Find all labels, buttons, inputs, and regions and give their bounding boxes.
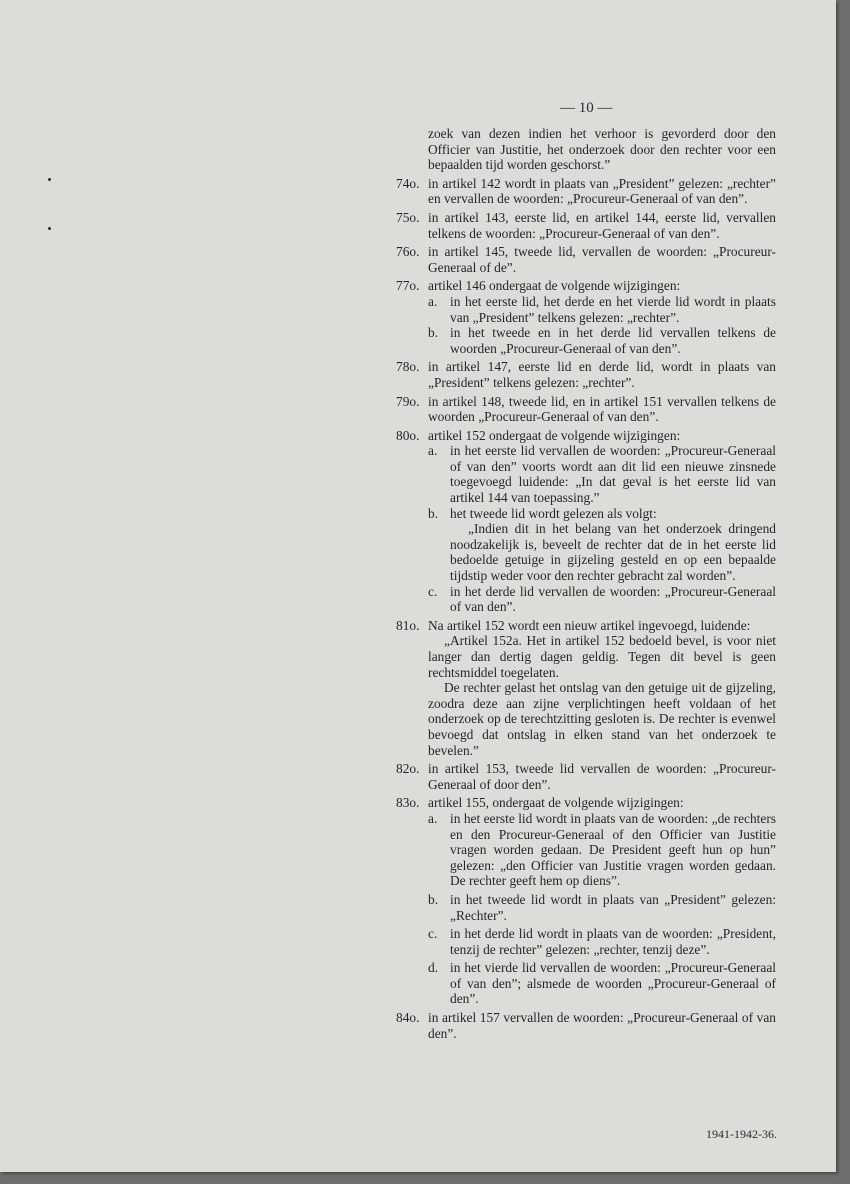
sub-item-b xyxy=(428,506,776,584)
quoted-text: „Indien dit in het belang van het onderzoek dringend noodzakelijk is, beveelt de rechter dat de in het eerste lid bedoelde getuige in gijzeling gesteld en op een bepaalde tijdstip weder voor den rechter gebracht zal worden”. xyxy=(450,521,776,584)
sub-item-letter: a. xyxy=(428,293,438,309)
paragraph-text: in artikel 145, tweede lid, vervallen de woorden: „Procureur-Generaal of de”. xyxy=(428,244,776,275)
document-reference: 1941-1942-36. xyxy=(706,1127,777,1141)
paragraph-77 xyxy=(396,278,776,356)
paragraph-number: 83o. xyxy=(396,795,420,811)
paragraph-text: in artikel 147, eerste lid en derde lid, wordt in plaats van „President” telkens gelezen: „rechter”. xyxy=(428,359,776,390)
paragraph-text: in artikel 143, eerste lid, en artikel 144, eerste lid, vervallen telkens de woorden: „Procureur-Generaal of van den”. xyxy=(428,209,776,241)
sub-item-text: het tweede lid wordt gelezen als volgt: xyxy=(450,505,657,521)
paragraph-84 xyxy=(396,1010,776,1041)
document-body xyxy=(396,126,776,1041)
paragraph-text: Na artikel 152 wordt een nieuw artikel ingevoegd, luidende: xyxy=(428,617,751,633)
paragraph-text: artikel 155, ondergaat de volgende wijzigingen: xyxy=(428,795,684,811)
paragraph-82 xyxy=(396,761,776,792)
sub-item-text: in het tweede lid wordt in plaats van „President” gelezen: „Rechter”. xyxy=(450,891,776,923)
quoted-article: De rechter gelast het ontslag van den getuige uit de gijzeling, zoodra deze aan zijne verplichtingen heeft voldaan of het onderzoek op de terechtzitting gesloten is. De rechter is evenwel bevoegd dat ontslag in elken stand van het onderzoek te bevelen.” xyxy=(428,680,776,758)
margin-mark xyxy=(48,227,51,230)
sub-item-letter: b. xyxy=(428,505,439,521)
paragraph-number: 82o. xyxy=(396,761,420,777)
paragraph-number: 81o. xyxy=(396,617,420,633)
sub-item-letter: d. xyxy=(428,960,439,976)
sub-item-letter: c. xyxy=(428,926,438,942)
sub-item-text: in het tweede en in het derde lid vervallen telkens de woorden „Procureur-Generaal of van den”. xyxy=(450,325,776,356)
sub-item-text: in het eerste lid vervallen de woorden: „Procureur-Generaal of van den” voorts wordt aan dit lid een nieuwe zinsnede toegevoegd luidende: „In dat geval is het eerste lid van artikel 144 van toepassing.” xyxy=(450,443,776,506)
sub-item-letter: b. xyxy=(428,891,439,907)
sub-item-a xyxy=(428,294,776,325)
paragraph-number: 79o. xyxy=(396,393,420,409)
page-number: — 10 — xyxy=(560,100,613,116)
paragraph-text: artikel 152 ondergaat de volgende wijzigingen: xyxy=(428,427,681,443)
paragraph-78 xyxy=(396,359,776,390)
sub-item-a xyxy=(428,811,776,889)
paragraph-text: in artikel 148, tweede lid, en in artikel 151 vervallen telkens de woorden „Procureur-Generaal of van den”. xyxy=(428,393,776,425)
sub-item-text: in het vierde lid vervallen de woorden: „Procureur-Generaal of van den”; alsmede de woorden „Procureur-Generaal of den”. xyxy=(450,960,776,1007)
sub-item-text: in het eerste lid wordt in plaats van de woorden: „de rechters en den Procureur-Generaal of den Officier van Justitie vragen worden gedaan. De President geeft hun op hun” gelezen: „den Officier van Justitie vragen worden gedaan. De rechter geeft hem op diens”. xyxy=(450,810,776,889)
paragraph-number: 74o. xyxy=(396,175,420,191)
sub-item-text: in het derde lid vervallen de woorden: „Procureur-Generaal of van den”. xyxy=(450,583,776,615)
sub-item-d xyxy=(428,960,776,1007)
paragraph-80 xyxy=(396,428,776,615)
paragraph-81 xyxy=(396,618,776,758)
sub-item-c xyxy=(428,926,776,957)
paragraph-75 xyxy=(396,210,776,241)
paragraph-continuation xyxy=(396,126,776,173)
sub-item-letter: b. xyxy=(428,325,439,341)
sub-item-b xyxy=(428,325,776,356)
paragraph-number: 76o. xyxy=(396,244,420,260)
paragraph-text: in artikel 153, tweede lid vervallen de woorden: „Procureur-Generaal of door den”. xyxy=(428,761,776,792)
sub-item-text: in het eerste lid, het derde en het vierde lid wordt in plaats van „President” telkens gelezen: „rechter”. xyxy=(450,293,776,325)
paragraph-text: in artikel 142 wordt in plaats van „President” gelezen: „rechter” en vervallen de woorden: „Procureur-Generaal of van den”. xyxy=(428,175,776,207)
sub-item-b xyxy=(428,892,776,923)
sub-item-a xyxy=(428,443,776,505)
paragraph-76 xyxy=(396,244,776,275)
paragraph-text: in artikel 157 vervallen de woorden: „Procureur-Generaal of van den”. xyxy=(428,1010,776,1041)
margin-mark xyxy=(48,178,51,181)
sub-item-letter: a. xyxy=(428,443,438,459)
paragraph-number: 80o. xyxy=(396,427,420,443)
paragraph-number: 77o. xyxy=(396,278,420,294)
sub-item-text: in het derde lid wordt in plaats van de woorden: „President, tenzij de rechter” gelezen: „rechter, tenzij deze”. xyxy=(450,926,776,957)
paragraph-text: zoek van dezen indien het verhoor is gevorderd door den Officier van Justitie, het onderzoek door den rechter voor een bepaalden tijd worden geschorst.” xyxy=(428,126,776,173)
sub-item-letter: c. xyxy=(428,583,438,599)
paragraph-text: artikel 146 ondergaat de volgende wijzigingen: xyxy=(428,278,681,294)
paragraph-number: 84o. xyxy=(396,1010,420,1026)
quoted-article: „Artikel 152a. Het in artikel 152 bedoeld bevel, is voor niet langer dan dertig dagen geldig. Tegen dit bevel is geen rechtsmiddel toegelaten. xyxy=(428,633,776,680)
sub-item-letter: a. xyxy=(428,810,438,826)
paragraph-number: 78o. xyxy=(396,359,420,375)
paragraph-79 xyxy=(396,394,776,425)
paragraph-number: 75o. xyxy=(396,209,420,225)
paragraph-74 xyxy=(396,176,776,207)
sub-item-c xyxy=(428,584,776,615)
paragraph-83 xyxy=(396,795,776,1007)
